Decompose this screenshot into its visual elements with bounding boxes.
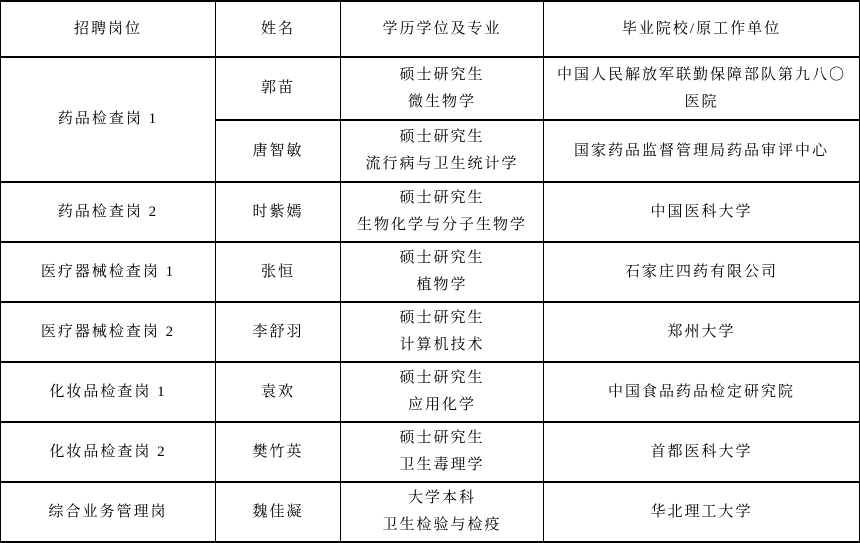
education-cell — [341, 482, 544, 542]
degree-line: 硕士研究生 — [399, 129, 485, 145]
major-line: 应用化学 — [407, 397, 476, 413]
school-cell: 华北理工大学 — [544, 482, 860, 542]
table-row — [1, 362, 860, 422]
header-row — [1, 1, 860, 57]
name-cell: 时紫嫣 — [216, 182, 341, 242]
degree-line: 硕士研究生 — [399, 310, 485, 326]
position-cell: 化妆品检查岗 2 — [1, 422, 216, 482]
school-cell: 郑州大学 — [544, 302, 860, 362]
major-line: 卫生毒理学 — [399, 457, 485, 473]
name-cell: 樊竹英 — [216, 422, 341, 482]
position-cell: 药品检查岗 1 — [1, 57, 216, 182]
name-cell: 郭苗 — [216, 57, 341, 120]
education-cell — [341, 182, 544, 242]
name-cell: 李舒羽 — [216, 302, 341, 362]
name-cell: 袁欢 — [216, 362, 341, 422]
education-cell — [341, 302, 544, 362]
major-line: 微生物学 — [407, 93, 476, 110]
degree-line: 硕士研究生 — [399, 430, 485, 446]
name-cell: 魏佳凝 — [216, 482, 341, 542]
education-cell — [341, 57, 544, 120]
major-line: 生物化学与分子生物学 — [356, 217, 527, 233]
education-cell — [341, 422, 544, 482]
education-cell — [341, 120, 544, 182]
table-row — [1, 422, 860, 482]
name-cell: 唐智敏 — [216, 120, 341, 182]
table-row — [1, 182, 860, 242]
table-row — [1, 482, 860, 542]
education-cell — [341, 242, 544, 302]
major-line: 流行病与卫生统计学 — [365, 156, 519, 172]
education-cell — [341, 362, 544, 422]
major-line: 植物学 — [416, 277, 468, 293]
degree-line: 硕士研究生 — [399, 370, 485, 386]
position-cell: 医疗器械检查岗 1 — [1, 242, 216, 302]
school-cell: 首都医科大学 — [544, 422, 860, 482]
school-cell: 中国食品药品检定研究院 — [544, 362, 860, 422]
degree-line: 大学本科 — [407, 490, 476, 506]
school-cell: 中国医科大学 — [544, 182, 860, 242]
column-header-education: 学历学位及专业 — [341, 1, 544, 57]
name-cell: 张恒 — [216, 242, 341, 302]
column-header-position: 招聘岗位 — [1, 1, 216, 57]
school-cell: 中国人民解放军联勤保障部队第九八〇医院 — [544, 57, 860, 120]
table-row — [1, 302, 860, 362]
school-cell: 国家药品监督管理局药品审评中心 — [544, 120, 860, 182]
major-line: 卫生检验与检疫 — [382, 517, 502, 533]
column-header-school: 毕业院校/原工作单位 — [544, 1, 860, 57]
column-header-name: 姓名 — [216, 1, 341, 57]
table-row — [1, 242, 860, 302]
major-line: 计算机技术 — [399, 337, 485, 353]
school-cell: 石家庄四药有限公司 — [544, 242, 860, 302]
position-cell: 化妆品检查岗 1 — [1, 362, 216, 422]
position-cell: 综合业务管理岗 — [1, 482, 216, 542]
position-cell: 医疗器械检查岗 2 — [1, 302, 216, 362]
table-row — [1, 57, 860, 120]
position-cell: 药品检查岗 2 — [1, 182, 216, 242]
degree-line: 硕士研究生 — [399, 66, 485, 83]
degree-line: 硕士研究生 — [399, 250, 485, 266]
degree-line: 硕士研究生 — [399, 190, 485, 206]
